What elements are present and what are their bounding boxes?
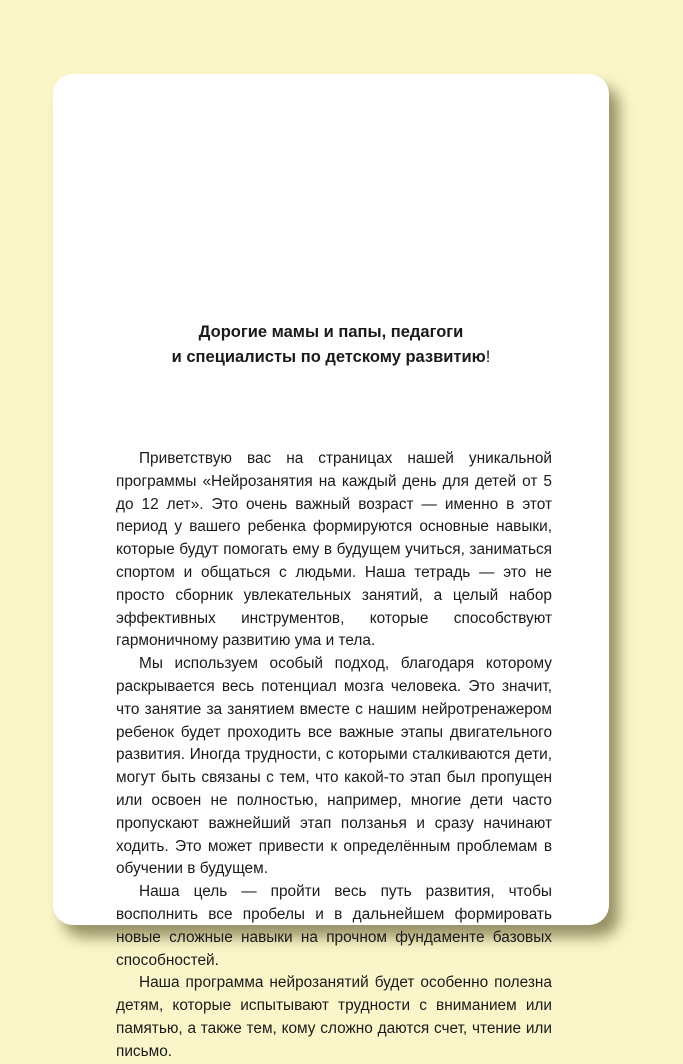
body-text [116,448,552,1064]
heading-line-2 [53,345,609,370]
page-card [53,74,609,1060]
page-heading [53,320,609,370]
heading-line-1: Дорогие мамы и папы, педагоги [198,323,464,341]
paragraph-4: Наша программа нейрозанятий будет особенно полезна детям, которые испытывают трудности с вниманием или памятью, а также тем, кому сложно даются счет, чтение или письмо. [116,974,552,1060]
heading-exclamation: ! [485,348,491,366]
heading-line-2-text: и специалисты по детскому развитию [171,348,486,366]
paragraph-2: Мы используем особый подход, благодаря которому раскрывается весь потенциал мозга человека. Это значит, что занятие за занятием вместе с нашим нейротренажером ребенок будет проходить все важные этапы двигательного развития. Иногда трудности, с которыми сталкиваются дети, могут быть связаны с тем, что какой-то этап был пропущен или освоен не полностью, например, многие дети часто пропускают важнейший этап ползанья и сразу начинают ходить. Это может привести к определённым проблемам в обучении в будущем. [116,655,552,878]
paragraph-1: Приветствую вас на страницах нашей уникальной программы «Нейрозанятия на каждый день для детей от 5 до 12 лет». Это очень важный возраст — именно в этот период у вашего ребенка формируются основные навыки, которые будут помогать ему в будущем учиться, заниматься спортом и общаться с людьми. Наша тетрадь — это не просто сборник увлекательных занятий, а целый набор эффективных инструментов, которые способствуют гармоничному развитию ума и тела. [116,450,552,650]
paragraph-3: Наша цель — пройти весь путь развития, чтобы восполнить все пробелы и в дальнейшем формировать новые сложные навыки на прочном фундаменте базовых способностей. [116,883,552,969]
